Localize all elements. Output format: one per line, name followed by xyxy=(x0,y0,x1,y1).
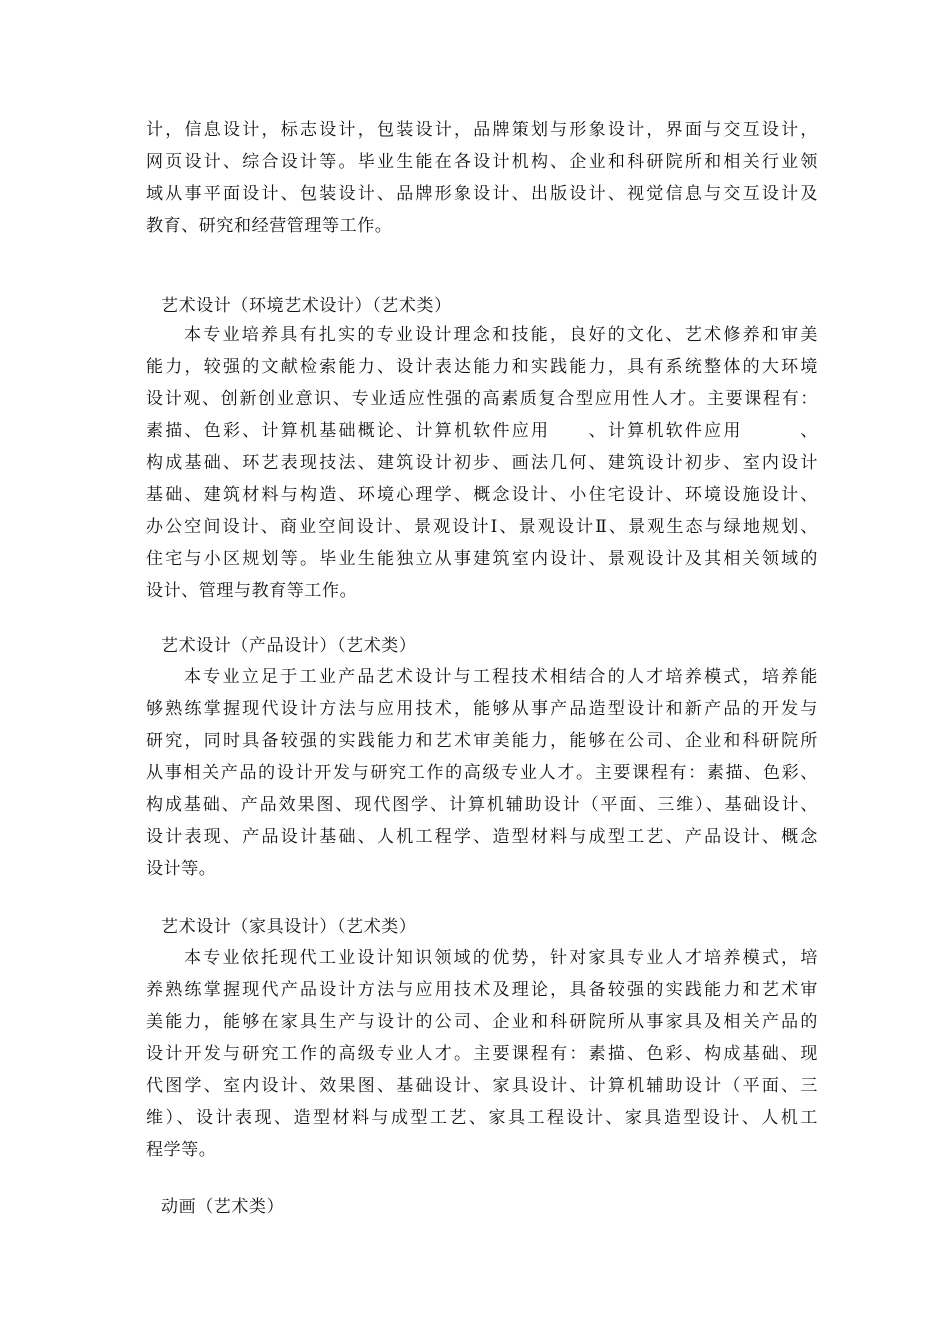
paragraph-line: 代图学、室内设计、效果图、基础设计、家具设计、计算机辅助设计（平面、三 xyxy=(146,1076,818,1096)
paragraph-line: 够熟练掌握现代设计方法与应用技术，能够从事产品造型设计和新产品的开发与 xyxy=(146,699,818,719)
paragraph-line: 研究，同时具备较强的实践能力和艺术审美能力，能够在公司、企业和科研院所 xyxy=(146,731,818,751)
paragraph-line: 素描、色彩、计算机基础概论、计算机软件应用 、计算机软件应用 、 xyxy=(146,421,818,441)
heading-environment-design: 艺术设计（环境艺术设计）（艺术类） xyxy=(161,296,452,316)
paragraph-line: 构成基础、产品效果图、现代图学、计算机辅助设计（平面、三维）、基础设计、 xyxy=(146,795,818,815)
heading-furniture-design: 艺术设计（家具设计）（艺术类） xyxy=(161,917,417,937)
paragraph-line: 计，信息设计，标志设计，包装设计，品牌策划与形象设计，界面与交互设计， xyxy=(146,120,818,140)
paragraph-line: 本专业培养具有扎实的专业设计理念和技能，良好的文化、艺术修养和审美 xyxy=(184,325,818,345)
intro-paragraph xyxy=(146,114,818,242)
paragraph-line: 本专业依托现代工业设计知识领域的优势，针对家具专业人才培养模式，培 xyxy=(184,948,818,968)
paragraph-line: 教育、研究和经营管理等工作。 xyxy=(146,216,393,236)
furniture-design-paragraph xyxy=(146,942,818,1166)
paragraph-line: 养熟练掌握现代产品设计方法与应用技术及理论，具备较强的实践能力和艺术审 xyxy=(146,980,818,1000)
paragraph-line: 基础、建筑材料与构造、环境心理学、概念设计、小住宅设计、环境设施设计、 xyxy=(146,485,818,505)
paragraph-line: 设计开发与研究工作的高级专业人才。主要课程有：素描、色彩、构成基础、现 xyxy=(146,1044,818,1064)
paragraph-line: 能力，较强的文献检索能力、设计表达能力和实践能力，具有系统整体的大环境 xyxy=(146,357,818,377)
paragraph-line: 本专业立足于工业产品艺术设计与工程技术相结合的人才培养模式，培养能 xyxy=(184,667,818,687)
paragraph-line: 设计表现、产品设计基础、人机工程学、造型材料与成型工艺、产品设计、概念 xyxy=(146,827,818,847)
paragraph-line: 构成基础、环艺表现技法、建筑设计初步、画法几何、建筑设计初步、室内设计 xyxy=(146,453,818,473)
paragraph-line: 设计等。 xyxy=(146,859,217,879)
paragraph-line: 美能力，能够在家具生产与设计的公司、企业和科研院所从事家具及相关产品的 xyxy=(146,1012,818,1032)
heading-animation: 动画（艺术类） xyxy=(161,1197,285,1217)
heading-product-design: 艺术设计（产品设计）（艺术类） xyxy=(161,636,417,656)
paragraph-line: 从事相关产品的设计开发与研究工作的高级专业人才。主要课程有：素描、色彩、 xyxy=(146,763,818,783)
paragraph-line: 住宅与小区规划等。毕业生能独立从事建筑室内设计、景观设计及其相关领域的 xyxy=(146,549,818,569)
paragraph-line: 维）、设计表现、造型材料与成型工艺、家具工程设计、家具造型设计、人机工 xyxy=(146,1108,818,1128)
paragraph-line: 程学等。 xyxy=(146,1140,217,1160)
paragraph-line: 域从事平面设计、包装设计、品牌形象设计、出版设计、视觉信息与交互设计及 xyxy=(146,184,818,204)
product-design-paragraph xyxy=(146,661,818,885)
paragraph-line: 设计观、创新创业意识、专业适应性强的高素质复合型应用性人才。主要课程有： xyxy=(146,389,818,409)
paragraph-line: 设计、管理与教育等工作。 xyxy=(146,581,358,601)
paragraph-line: 办公空间设计、商业空间设计、景观设计Ⅰ、景观设计Ⅱ、景观生态与绿地规划、 xyxy=(146,517,818,537)
environment-design-paragraph xyxy=(146,319,818,607)
paragraph-line: 网页设计、综合设计等。毕业生能在各设计机构、企业和科研院所和相关行业领 xyxy=(146,152,818,172)
